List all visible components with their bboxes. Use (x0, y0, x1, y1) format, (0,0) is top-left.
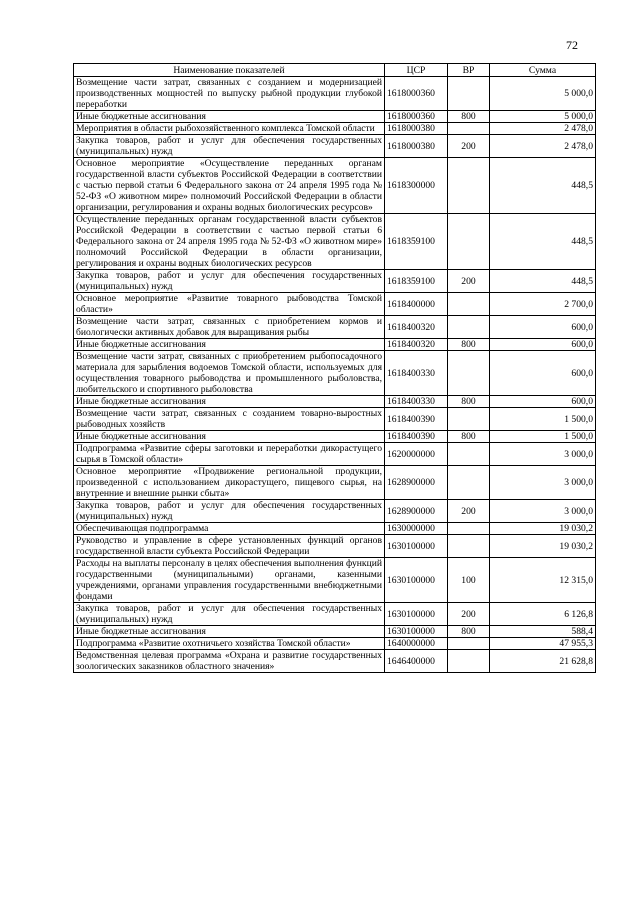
table-row (74, 339, 596, 351)
table-row (74, 603, 596, 626)
cell-vr (448, 638, 490, 650)
cell-csr: 1620000000 (385, 443, 448, 466)
cell-sum: 12 315,0 (490, 558, 596, 603)
table-row (74, 638, 596, 650)
cell-sum: 3 000,0 (490, 500, 596, 523)
table-row (74, 123, 596, 135)
cell-vr: 200 (448, 603, 490, 626)
cell-sum: 600,0 (490, 316, 596, 339)
cell-name: Иные бюджетные ассигнования (74, 396, 385, 408)
table-row (74, 214, 596, 270)
cell-vr (448, 466, 490, 500)
table-row (74, 431, 596, 443)
cell-csr: 1640000000 (385, 638, 448, 650)
cell-sum: 588,4 (490, 626, 596, 638)
cell-name: Иные бюджетные ассигнования (74, 626, 385, 638)
cell-name: Возмещение части затрат, связанных с приобретением кормов и биологически активных добавок для выращивания рыбы (74, 316, 385, 339)
cell-sum: 19 030,2 (490, 523, 596, 535)
cell-csr: 1618359100 (385, 270, 448, 293)
cell-sum: 1 500,0 (490, 431, 596, 443)
cell-csr: 1618400320 (385, 316, 448, 339)
cell-vr (448, 443, 490, 466)
cell-csr: 1646400000 (385, 650, 448, 673)
cell-vr (448, 123, 490, 135)
header-name: Наименование показателей (74, 64, 385, 77)
cell-name: Ведомственная целевая программа «Охрана и развитие государственных зоологических заказников областного значения» (74, 650, 385, 673)
cell-vr: 800 (448, 431, 490, 443)
cell-name: Возмещение части затрат, связанных с созданием и модернизацией производственных мощностей по выпуску рыбной продукции глубокой переработки (74, 77, 385, 111)
cell-name: Возмещение части затрат, связанных с приобретением рыбопосадочного материала для зарыбления водоемов Томской области, используемых для осуществления товарного рыбоводства и промышленного рыболовства, любительского и спортивного рыболовства (74, 351, 385, 396)
cell-vr: 800 (448, 339, 490, 351)
cell-sum: 600,0 (490, 339, 596, 351)
cell-csr: 1630000000 (385, 523, 448, 535)
cell-name: Иные бюджетные ассигнования (74, 431, 385, 443)
table-row (74, 408, 596, 431)
cell-sum: 2 478,0 (490, 123, 596, 135)
cell-csr: 1618000360 (385, 111, 448, 123)
cell-name: Мероприятия в области рыбохозяйственного комплекса Томской области (74, 123, 385, 135)
cell-vr (448, 523, 490, 535)
cell-csr: 1618400390 (385, 431, 448, 443)
cell-vr: 800 (448, 396, 490, 408)
cell-sum: 47 955,3 (490, 638, 596, 650)
table-row (74, 558, 596, 603)
cell-sum: 5 000,0 (490, 111, 596, 123)
cell-vr (448, 408, 490, 431)
cell-vr: 200 (448, 270, 490, 293)
cell-csr: 1618400330 (385, 351, 448, 396)
cell-vr (448, 77, 490, 111)
table-row (74, 351, 596, 396)
cell-sum: 600,0 (490, 396, 596, 408)
cell-vr (448, 158, 490, 214)
cell-sum: 19 030,2 (490, 535, 596, 558)
table-row (74, 270, 596, 293)
cell-name: Основное мероприятие «Осуществление переданных органам государственной власти субъектов Российской Федерации в соответствии с частью первой статьи 6 Федерального закона от 24 апреля 1995 года № 52-ФЗ «О животном мире» полномочий Российской Федерации в области организации, регулирования и охраны водных биологических ресурсов» (74, 158, 385, 214)
cell-sum: 448,5 (490, 214, 596, 270)
table-row (74, 650, 596, 673)
cell-sum: 2 700,0 (490, 293, 596, 316)
cell-csr: 1630100000 (385, 626, 448, 638)
cell-name: Основное мероприятие «Развитие товарного рыбоводства Томской области» (74, 293, 385, 316)
table-row (74, 77, 596, 111)
cell-name: Руководство и управление в сфере установленных функций органов государственной власти субъекта Российской Федерации (74, 535, 385, 558)
cell-csr: 1618000360 (385, 77, 448, 111)
table-row (74, 466, 596, 500)
cell-vr (448, 293, 490, 316)
cell-sum: 5 000,0 (490, 77, 596, 111)
table-header-row (74, 64, 596, 77)
cell-csr: 1628900000 (385, 466, 448, 500)
cell-csr: 1618400390 (385, 408, 448, 431)
cell-csr: 1618400330 (385, 396, 448, 408)
cell-csr: 1618000380 (385, 135, 448, 158)
cell-vr: 800 (448, 111, 490, 123)
cell-sum: 21 628,8 (490, 650, 596, 673)
cell-csr: 1630100000 (385, 535, 448, 558)
cell-sum: 448,5 (490, 270, 596, 293)
cell-vr: 800 (448, 626, 490, 638)
cell-csr: 1618400000 (385, 293, 448, 316)
table-row (74, 500, 596, 523)
cell-name: Обеспечивающая подпрограмма (74, 523, 385, 535)
cell-name: Подпрограмма «Развитие сферы заготовки и переработки дикорастущего сырья в Томской области» (74, 443, 385, 466)
header-csr: ЦСР (385, 64, 448, 77)
cell-name: Расходы на выплаты персоналу в целях обеспечения выполнения функций государственными (муниципальными) органами, казенными учреждениями, органами управления государственными внебюджетными фондами (74, 558, 385, 603)
cell-name: Закупка товаров, работ и услуг для обеспечения государственных (муниципальных) нужд (74, 603, 385, 626)
table-row (74, 111, 596, 123)
table-row (74, 135, 596, 158)
cell-sum: 600,0 (490, 351, 596, 396)
cell-vr (448, 535, 490, 558)
table-row (74, 293, 596, 316)
cell-vr (448, 650, 490, 673)
cell-sum: 3 000,0 (490, 466, 596, 500)
cell-csr: 1618300000 (385, 158, 448, 214)
cell-name: Подпрограмма «Развитие охотничьего хозяйства Томской области» (74, 638, 385, 650)
cell-name: Закупка товаров, работ и услуг для обеспечения государственных (муниципальных) нужд (74, 270, 385, 293)
table-row (74, 316, 596, 339)
cell-vr: 100 (448, 558, 490, 603)
cell-sum: 448,5 (490, 158, 596, 214)
cell-csr: 1618400320 (385, 339, 448, 351)
table-row (74, 626, 596, 638)
cell-vr: 200 (448, 135, 490, 158)
cell-name: Закупка товаров, работ и услуг для обеспечения государственных (муниципальных) нужд (74, 135, 385, 158)
cell-sum: 3 000,0 (490, 443, 596, 466)
page-number: 72 (566, 38, 578, 52)
cell-sum: 6 126,8 (490, 603, 596, 626)
cell-vr (448, 351, 490, 396)
cell-vr (448, 316, 490, 339)
header-sum: Сумма (490, 64, 596, 77)
cell-name: Основное мероприятие «Продвижение региональной продукции, произведенной с использованием дикорастущего, пищевого сырья, на внутренние и внешние рынки сбыта» (74, 466, 385, 500)
cell-csr: 1628900000 (385, 500, 448, 523)
cell-sum: 1 500,0 (490, 408, 596, 431)
header-vr: ВР (448, 64, 490, 77)
table-row (74, 396, 596, 408)
cell-csr: 1630100000 (385, 558, 448, 603)
cell-name: Иные бюджетные ассигнования (74, 339, 385, 351)
cell-name: Иные бюджетные ассигнования (74, 111, 385, 123)
cell-name: Осуществление переданных органам государственной власти субъектов Российской Федерации в соответствии с частью первой статьи 6 Федерального закона от 24 апреля 1995 года № 52-ФЗ «О животном мире» полномочий Российской Федерации в области организации, регулирования и охраны водных биологических ресурсов (74, 214, 385, 270)
table-row (74, 443, 596, 466)
cell-sum: 2 478,0 (490, 135, 596, 158)
budget-table (73, 63, 596, 673)
table-row (74, 158, 596, 214)
cell-name: Закупка товаров, работ и услуг для обеспечения государственных (муниципальных) нужд (74, 500, 385, 523)
cell-csr: 1618000380 (385, 123, 448, 135)
cell-vr: 200 (448, 500, 490, 523)
table-row (74, 523, 596, 535)
table-row (74, 535, 596, 558)
cell-csr: 1618359100 (385, 214, 448, 270)
cell-csr: 1630100000 (385, 603, 448, 626)
cell-name: Возмещение части затрат, связанных с созданием товарно-выростных рыбоводных хозяйств (74, 408, 385, 431)
cell-vr (448, 214, 490, 270)
